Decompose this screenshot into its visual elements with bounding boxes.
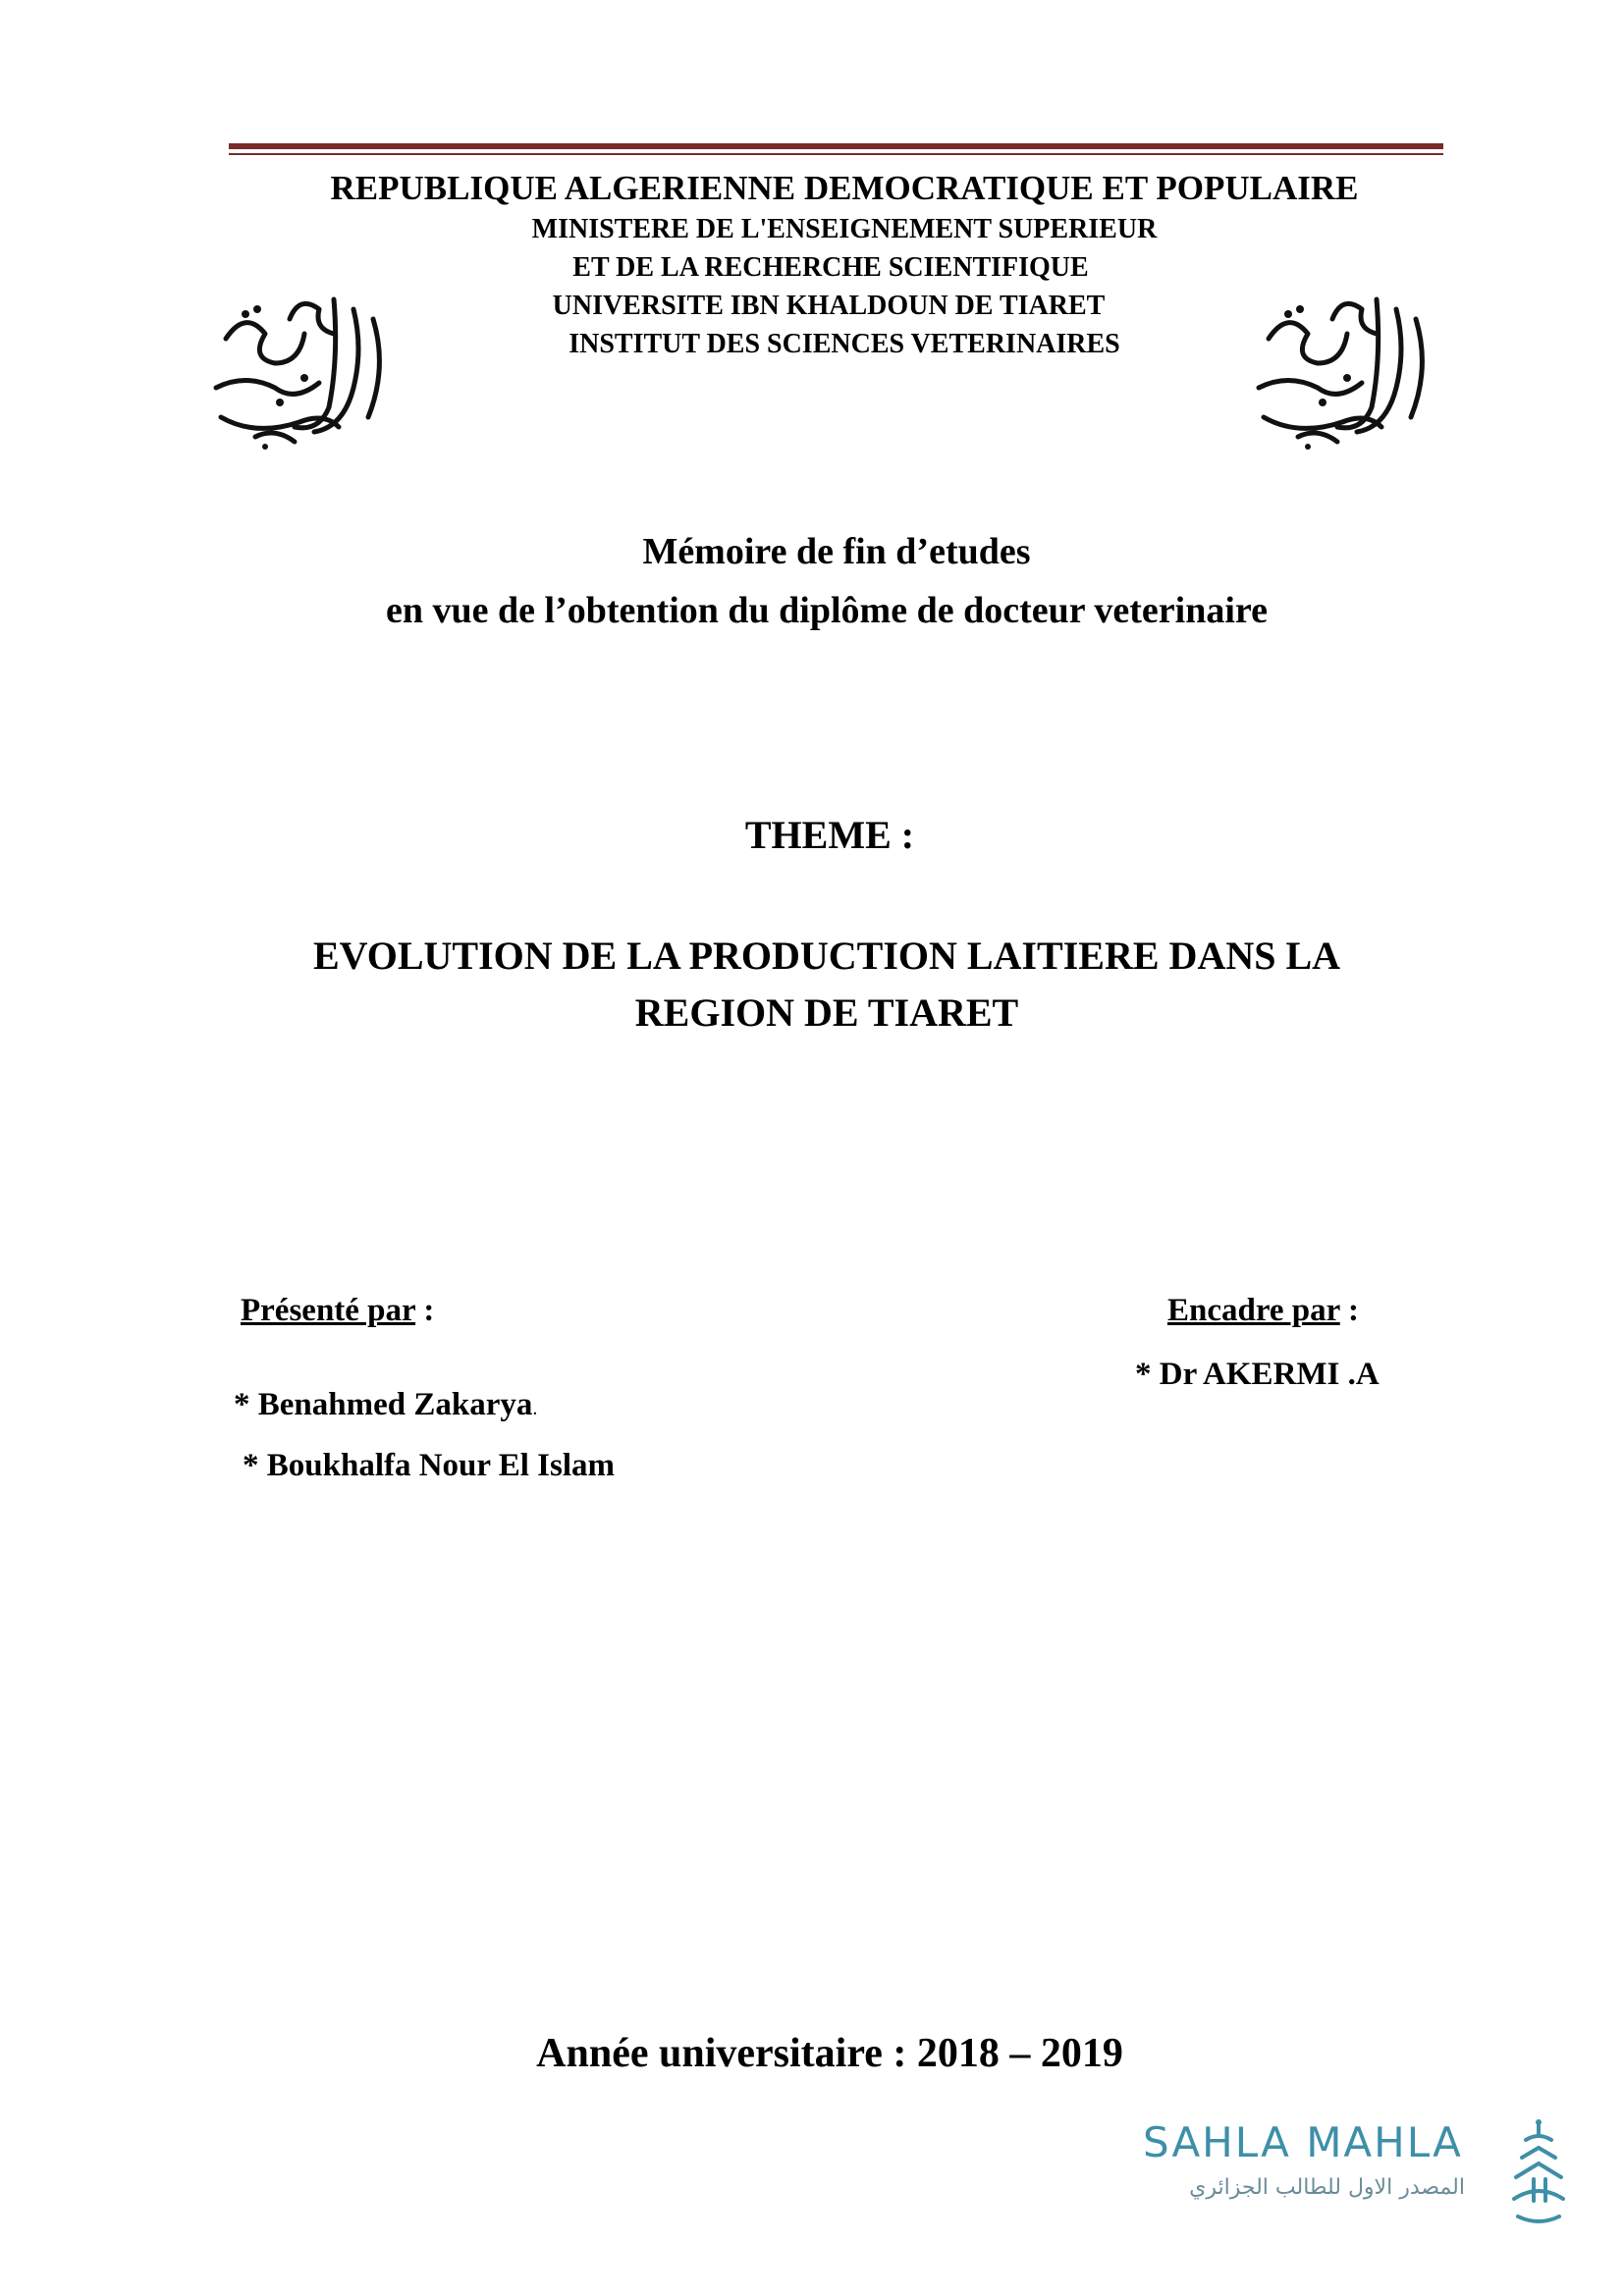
student-name-1-text: * Benahmed Zakarya (234, 1387, 533, 1422)
supervised-by-colon: : (1339, 1293, 1359, 1328)
theme-label: THEME : (744, 813, 915, 857)
watermark-name: SAHLA MAHLA (1143, 2118, 1463, 2166)
presented-by-text: Présenté par (241, 1293, 416, 1328)
institute-heading: INSTITUT DES SCIENCES VETERINAIRES (568, 329, 1120, 359)
supervised-by-label (1167, 1293, 1359, 1329)
theme-title-line1: EVOLUTION DE LA PRODUCTION LAITIERE DANS LA (312, 934, 1341, 978)
student-name-1 (234, 1387, 537, 1423)
university-logo-left (196, 280, 403, 456)
sahla-mahla-logo-icon (1504, 2118, 1573, 2226)
student-name-1-dot: . (532, 1398, 538, 1419)
ministry-heading-line2: ET DE LA RECHERCHE SCIENTIFIQUE (572, 252, 1089, 283)
presented-by-label (241, 1293, 434, 1329)
presented-by-colon: : (415, 1293, 435, 1328)
header-rule-thick (229, 143, 1443, 149)
memoire-subtitle: en vue de l’obtention du diplôme de docteur veterinaire (386, 590, 1268, 631)
university-heading: UNIVERSITE IBN KHALDOUN DE TIARET (552, 291, 1106, 321)
theme-title (0, 928, 1624, 1041)
student-name-2: * Boukhalfa Nour El Islam (243, 1448, 615, 1483)
academic-year: Année universitaire : 2018 – 2019 (536, 2031, 1123, 2076)
header-rule-thin (229, 153, 1443, 155)
sahla-mahla-watermark (1143, 2118, 1595, 2226)
ministry-heading-line1: MINISTERE DE L'ENSEIGNEMENT SUPERIEUR (531, 214, 1158, 244)
supervisor-name: * Dr AKERMI .A (1135, 1357, 1380, 1392)
republic-heading: REPUBLIQUE ALGERIENNE DEMOCRATIQUE ET POPULAIRE (330, 169, 1359, 207)
watermark-tagline: المصدر الاول للطالب الجزائري (1189, 2175, 1465, 2200)
university-logo-right (1239, 280, 1445, 456)
supervised-by-text: Encadre par (1167, 1293, 1340, 1328)
memoire-title: Mémoire de fin d’etudes (642, 531, 1031, 572)
theme-title-line2: REGION DE TIARET (634, 990, 1019, 1035)
